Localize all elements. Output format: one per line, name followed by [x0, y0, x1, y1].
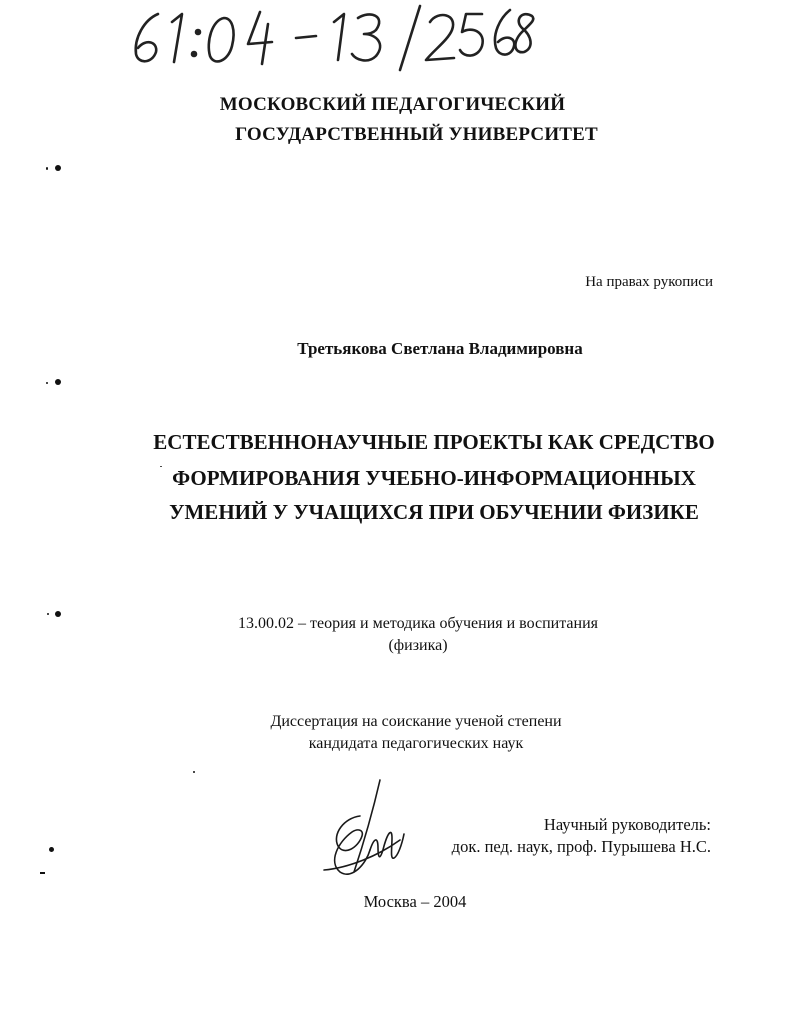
- degree-line2: кандидата педагогических наук: [308, 735, 524, 752]
- scan-speck: [46, 382, 48, 384]
- author-name: Третьякова Светлана Владимировна: [297, 339, 583, 358]
- specialty-code-line2: (физика): [388, 637, 448, 654]
- scan-speck: [55, 611, 61, 617]
- supervisor-label: Научный руководитель:: [543, 815, 711, 834]
- scan-speck: [40, 872, 45, 874]
- scan-speck: [193, 771, 195, 773]
- title-line3: УМЕНИЙ У УЧАЩИХСЯ ПРИ ОБУЧЕНИИ ФИЗИКЕ: [169, 500, 699, 524]
- title-line1: ЕСТЕСТВЕННОНАУЧНЫЕ ПРОЕКТЫ КАК СРЕДСТВО: [153, 430, 715, 454]
- scan-speck: [47, 613, 49, 615]
- scan-speck: [160, 466, 162, 467]
- scan-speck: [49, 847, 54, 852]
- title-line2: ФОРМИРОВАНИЯ УЧЕБНО-ИНФОРМАЦИОННЫХ: [172, 466, 696, 490]
- scan-speck: [46, 167, 48, 170]
- specialty-code-line1: 13.00.02 – теория и методика обучения и воспитания: [237, 615, 599, 632]
- degree-line1: Диссертация на соискание ученой степени: [270, 713, 562, 730]
- city-year: Москва – 2004: [363, 892, 467, 911]
- scan-speck: [55, 379, 61, 385]
- supervisor-name: док. пед. наук, проф. Пурышева Н.С.: [451, 837, 711, 856]
- rights-notice: На правах рукописи: [585, 274, 713, 290]
- supervisor-signature: [318, 776, 418, 886]
- handwritten-catalogue-code: [120, 2, 540, 72]
- institution-name-line2: ГОСУДАРСТВЕННЫЙ УНИВЕРСИТЕТ: [235, 124, 598, 145]
- scan-speck: [55, 165, 61, 171]
- institution-name-line1: МОСКОВСКИЙ ПЕДАГОГИЧЕСКИЙ: [219, 94, 566, 115]
